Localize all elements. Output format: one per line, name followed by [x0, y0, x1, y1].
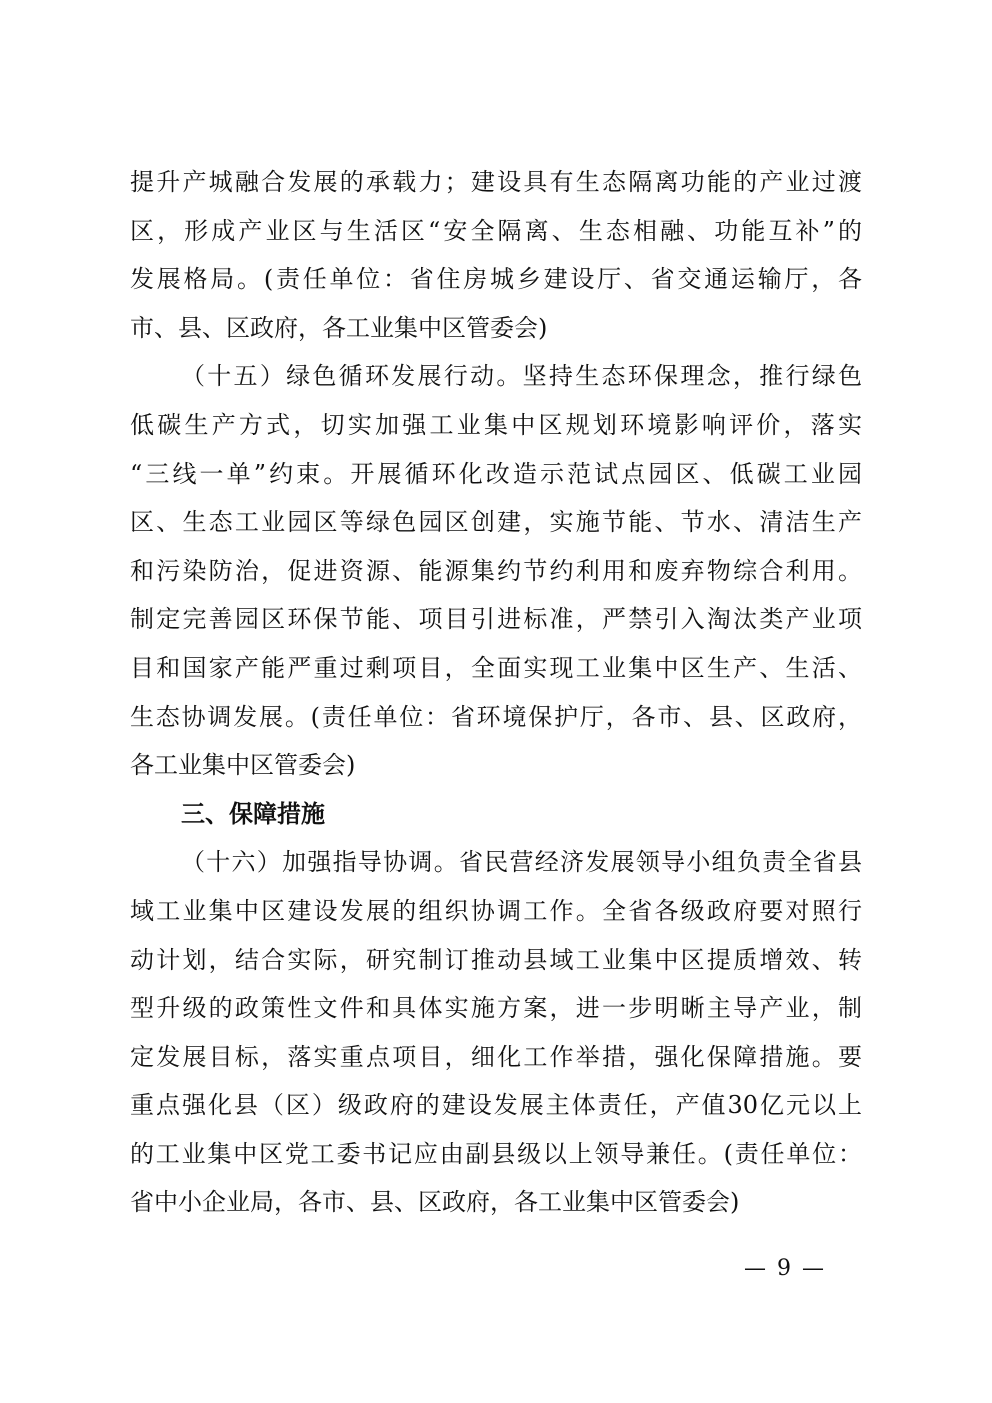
text-line: 生态协调发展。(责任单位：省环境保护厅，各市、县、区政府，: [130, 702, 862, 731]
section-sixteen-title-line: （十六）加强指导协调。省民营经济发展领导小组负责全省县: [181, 848, 862, 877]
text-line: 省中小企业局，各市、县、区政府，各工业集中区管委会): [130, 1188, 740, 1217]
text-line: 提升产城融合发展的承载力；建设具有生态隔离功能的产业过渡: [130, 168, 862, 196]
text-line: 重点强化县（区）级政府的建设发展主体责任，产值30亿元以上: [130, 1091, 862, 1120]
text-line: 和污染防治，促进资源、能源集约节约利用和废弃物综合利用。: [130, 556, 862, 585]
text-line: 的工业集中区党工委书记应由副县级以上领导兼任。(责任单位：: [130, 1139, 862, 1168]
page-number: — 9 —: [744, 1256, 826, 1281]
body-text: [130, 158, 862, 1227]
text-line: 型升级的政策性文件和具体实施方案，进一步明晰主导产业，制: [130, 994, 862, 1023]
text-line: 制定完善园区环保节能、项目引进标准，严禁引入淘汰类产业项: [130, 605, 862, 634]
text-line: 市、县、区政府，各工业集中区管委会): [130, 313, 548, 342]
text-line: 域工业集中区建设发展的组织协调工作。全省各级政府要对照行: [130, 896, 862, 925]
text-line: 低碳生产方式，切实加强工业集中区规划环境影响评价，落实: [130, 410, 862, 439]
text-line: 各工业集中区管委会): [130, 751, 356, 780]
text-line: 目和国家产能严重过剩项目，全面实现工业集中区生产、生活、: [130, 653, 862, 682]
section-heading: 三、保障措施: [181, 799, 325, 828]
text-line: 区，形成产业区与生活区“安全隔离、生态相融、功能互补”的: [130, 216, 862, 245]
text-line: 发展格局。(责任单位：省住房城乡建设厅、省交通运输厅，各: [130, 265, 862, 294]
text-line: 定发展目标，落实重点项目，细化工作举措，强化保障措施。要: [130, 1042, 862, 1071]
section-fifteen-title-line: （十五）绿色循环发展行动。坚持生态环保理念，推行绿色: [181, 362, 862, 391]
text-line: “三线一单”约束。开展循环化改造示范试点园区、低碳工业园: [130, 459, 862, 488]
text-line: 动计划，结合实际，研究制订推动县域工业集中区提质增效、转: [130, 945, 862, 974]
text-line: 区、生态工业园区等绿色园区创建，实施节能、节水、清洁生产: [130, 508, 862, 537]
